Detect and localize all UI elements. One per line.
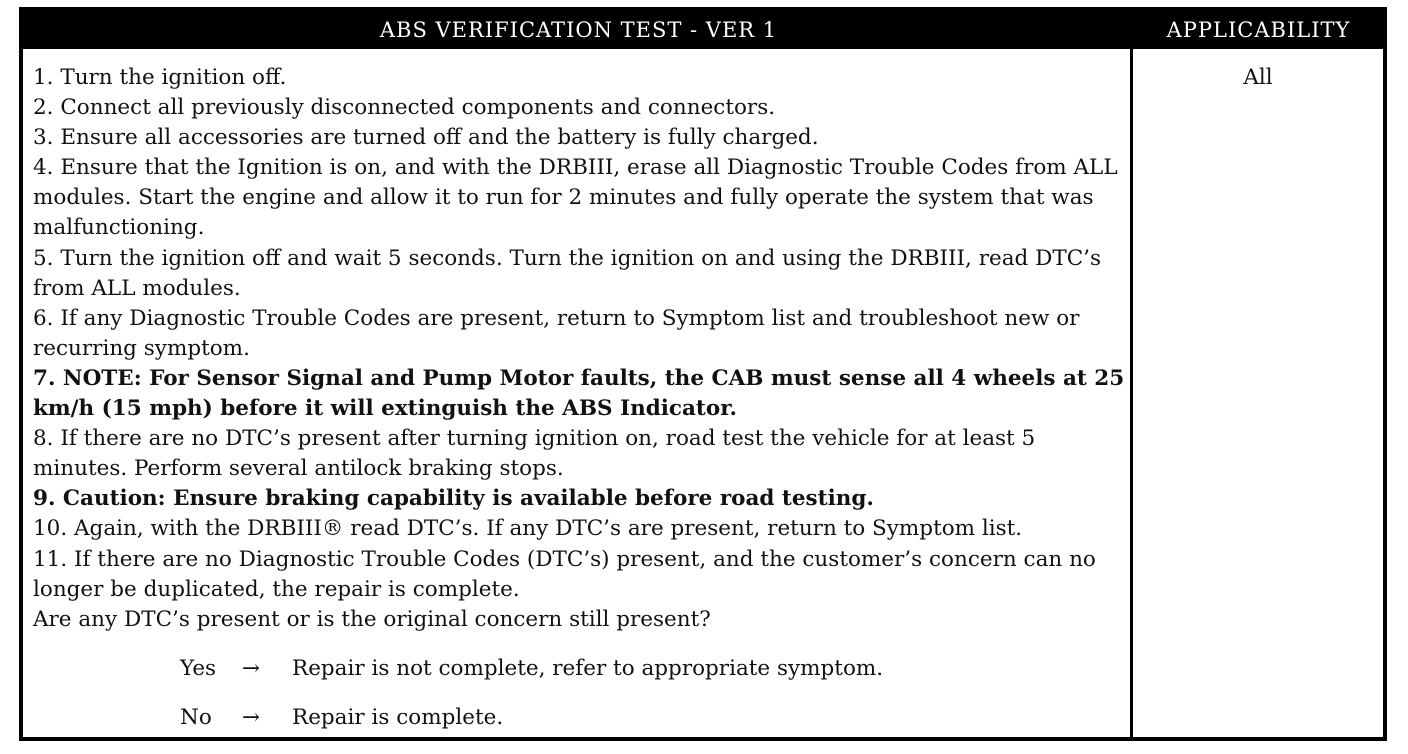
procedure-steps [33, 63, 1129, 752]
step-1: 1. Turn the ignition off. [33, 65, 287, 90]
arrow-right-icon: → [242, 655, 261, 681]
answer-yes [33, 654, 1129, 703]
applicability-value: All [1243, 65, 1273, 90]
step-10: 10. Again, with the DRBIII® read DTC’s. If any DTC’s are present, return to Symptom list. [33, 516, 1023, 542]
step-6: 6. If any Diagnostic Trouble Codes are present, return to Symptom list and troubleshoot new or recurring symptom. [33, 305, 1080, 361]
step-3: 3. Ensure all accessories are turned off and the battery is fully charged. [33, 125, 819, 151]
step-5: 5. Turn the ignition off and wait 5 seconds. Turn the ignition on and using the DRBIII, read DTC’s from ALL modules. [33, 245, 1102, 301]
verification-test-table [19, 7, 1387, 741]
arrow-right-icon: → [242, 704, 261, 730]
step-2: 2. Connect all previously disconnected components and connectors. [33, 95, 776, 121]
column-divider [1130, 49, 1133, 737]
table-header [23, 11, 1383, 49]
question: Are any DTC’s present or is the original concern still present? [33, 606, 711, 632]
answer-yes-text: Repair is not complete, refer to appropriate symptom. [292, 655, 884, 681]
step-4: 4. Ensure that the Ignition is on, and with the DRBIII, erase all Diagnostic Trouble Codes from ALL modules. Start the engine and allow it to run for 2 minutes and fully operate the system that was malfunctioning. [33, 155, 1118, 241]
answer-no [33, 703, 1129, 752]
answer-list [33, 654, 1129, 752]
test-title: ABS VERIFICATION TEST - VER 1 [379, 18, 778, 42]
step-7-note: 7. NOTE: For Sensor Signal and Pump Motor faults, the CAB must sense all 4 wheels at 25 km/h (15 mph) before it will extinguish the ABS Indicator. [33, 365, 1125, 422]
answer-no-label: No [180, 704, 212, 730]
step-11: 11. If there are no Diagnostic Trouble Codes (DTC’s) present, and the customer’s concern can no longer be duplicated, the repair is complete. [33, 546, 1096, 602]
answer-yes-label: Yes [180, 655, 217, 681]
step-9-caution: 9. Caution: Ensure braking capability is available before road testing. [33, 486, 874, 512]
applicability-heading: APPLICABILITY [1166, 18, 1351, 42]
answer-no-text: Repair is complete. [292, 704, 504, 730]
step-8: 8. If there are no DTC’s present after turning ignition on, road test the vehicle for at least 5 minutes. Perform several antilock braking stops. [33, 426, 1036, 482]
